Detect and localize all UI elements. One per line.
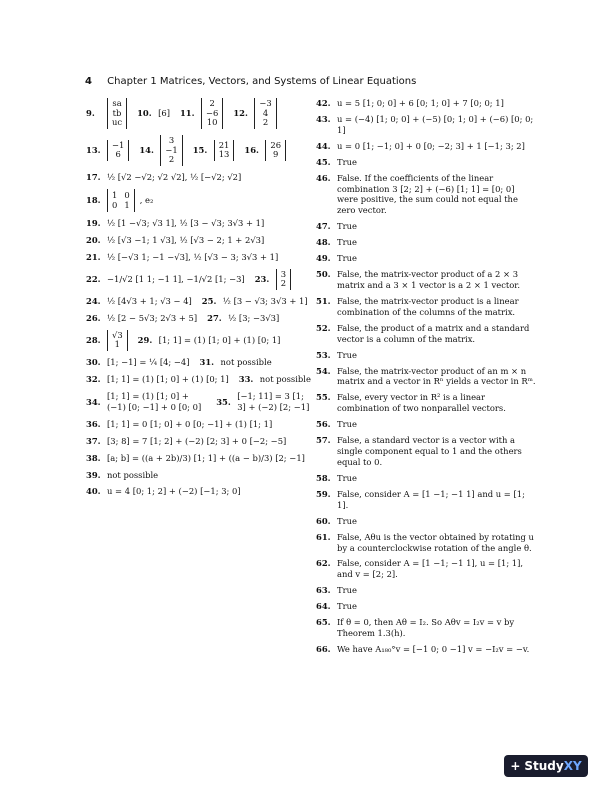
exercise-13	[86, 140, 129, 161]
exercise-57	[316, 435, 538, 468]
exercise-number: 53.	[316, 349, 331, 360]
exercise-45	[316, 157, 538, 168]
exercise-16	[244, 140, 286, 161]
exercise-number: 58.	[316, 472, 331, 483]
answer-line	[86, 189, 314, 212]
answer-text: ½ [√2 −√2; √2 √2], ½ [−√2; √2]	[107, 171, 242, 182]
vector-entry: 9	[273, 149, 279, 160]
column-vector	[254, 98, 276, 129]
answer-value: not possible	[259, 374, 311, 385]
vector-entry: 10	[206, 117, 218, 128]
exercise-30	[86, 357, 190, 368]
column-vector	[265, 140, 286, 161]
vector-entry: sa	[112, 98, 122, 108]
exercise-60	[316, 516, 538, 527]
exercise-number: 57.	[316, 435, 331, 446]
exercise-number: 32.	[86, 374, 101, 385]
column-vector	[160, 135, 182, 166]
exercise-26	[86, 313, 197, 324]
answer-text: ½ [1 −√3; √3 1], ½ [3 − √3; 3√3 + 1]	[107, 217, 265, 228]
exercise-23	[255, 269, 291, 290]
answer-text: ½ [4√3 + 1; √3 − 4]	[107, 295, 192, 306]
answer-text: False, Aθu is the vector obtained by rotating u by a counterclockwise rotation of the angle θ.	[337, 531, 534, 553]
exercise-number: 47.	[316, 221, 331, 232]
answer-text: [−1; 11] = 3 [1; 3] + (−2) [2; −1]	[237, 390, 310, 412]
vector-entry: 2	[262, 117, 269, 128]
answer-text: −1/√2 [1 1; −1 1], −1/√2 [1; −3]	[107, 273, 245, 284]
exercise-number: 10.	[137, 108, 152, 119]
exercise-number: 28.	[86, 335, 101, 346]
exercise-56	[316, 419, 538, 430]
exercise-14	[139, 135, 182, 166]
vector-entry: 4	[262, 107, 269, 118]
exercise-number: 59.	[316, 488, 331, 499]
exercise-66	[316, 644, 538, 655]
vector-entry: −6	[205, 107, 219, 118]
answer-line	[86, 330, 314, 351]
vector-entry: 3	[168, 134, 175, 145]
exercise-48	[316, 237, 538, 248]
exercise-number: 12.	[233, 108, 248, 119]
exercise-number: 40.	[86, 486, 101, 497]
column-vector	[201, 98, 223, 129]
exercise-number: 64.	[316, 601, 331, 612]
exercise-31	[200, 357, 272, 368]
answer-text: False, every vector in R² is a linear combination of two nonparallel vectors.	[337, 392, 506, 414]
exercise-number: 16.	[244, 145, 259, 156]
vector-entry: uc	[112, 117, 123, 128]
vector-entry: −1	[165, 144, 178, 155]
vector-entry: tb	[112, 107, 122, 118]
answer-text: False, consider A = [1 −1; −1 1] and u = [1; 1].	[337, 488, 525, 510]
exercise-28	[86, 330, 128, 351]
matrix-entry: 1	[112, 189, 118, 200]
exercise-number: 65.	[316, 617, 331, 628]
exercise-number: 45.	[316, 156, 331, 167]
answer-text: u = (−4) [1; 0; 0] + (−5) [0; 1; 0] + (−6) [0; 0; 1]	[337, 113, 534, 135]
exercise-53	[316, 350, 538, 361]
answer-line	[86, 235, 314, 246]
answer-text: True	[337, 237, 357, 248]
exercise-55	[316, 392, 538, 414]
matrix-entry: 0	[124, 189, 130, 200]
exercise-number: 33.	[238, 374, 254, 385]
answer-text: If θ = 0, then Aθ = I₂. So Aθv = I₂v = v by Theorem 1.3(h).	[337, 617, 515, 639]
answer-text: True	[337, 585, 357, 596]
exercise-52	[316, 323, 538, 345]
exercise-59	[316, 489, 538, 511]
exercise-number: 48.	[316, 237, 331, 248]
exercise-number: 44.	[316, 140, 331, 151]
matrix-entry: 1	[124, 200, 130, 211]
exercise-63	[316, 585, 538, 596]
exercise-32	[86, 374, 229, 385]
exercise-number: 19.	[86, 218, 101, 229]
vector-entry: 3	[280, 268, 287, 279]
exercise-51	[316, 296, 538, 318]
answer-line	[86, 98, 314, 129]
exercise-number: 27.	[207, 313, 222, 324]
answer-text: [1; 1] = (1) [1; 0] + (1) [0; 1]	[158, 334, 281, 345]
exercise-number: 26.	[86, 313, 101, 324]
exercise-35	[216, 391, 314, 413]
exercise-number: 31.	[199, 357, 215, 368]
logo-text: StudyXY	[524, 759, 582, 773]
answer-line	[86, 357, 314, 368]
answer-line	[86, 374, 314, 385]
exercise-number: 63.	[316, 585, 331, 596]
answer-text: True	[337, 349, 357, 360]
answer-text: ½ [2 − 5√3; 2√3 + 5]	[107, 312, 198, 323]
answer-text: ½ [√3 −1; 1 √3], ½ [√3 − 2; 1 + 2√3]	[107, 234, 265, 245]
page-header	[85, 76, 416, 87]
exercise-22	[86, 274, 245, 285]
answer-text: [1; 1] = (1) [1; 0] + (1) [0; 1]	[107, 374, 229, 385]
exercise-40	[86, 486, 241, 497]
exercise-number: 18.	[86, 195, 101, 206]
answer-text: [1; −1] = ¼ [4; −4]	[107, 357, 190, 368]
column-vector	[107, 330, 128, 351]
exercise-number: 66.	[316, 643, 331, 654]
answer-text: ½ [−√3 1; −1 −√3], ½ [√3 − 3; 3√3 + 1]	[107, 251, 279, 262]
exercise-number: 55.	[316, 392, 331, 403]
answer-text: True	[337, 515, 357, 526]
answer-text: [3; 8] = 7 [1; 2] + (−2) [2; 3] + 0 [−2; −5]	[107, 435, 287, 446]
exercise-number: 35.	[216, 396, 231, 407]
answer-text: False, the matrix-vector product of a 2 × 3 matrix and a 3 × 1 vector is a 2 × 1 vector.	[337, 269, 521, 290]
column-vector	[214, 140, 235, 161]
answer-text: [a; b] = ((a + 2b)/3) [1; 1] + ((a − b)/3) [2; −1]	[107, 452, 305, 463]
exercise-number: 13.	[86, 145, 101, 156]
answer-text: True	[337, 221, 357, 232]
exercise-64	[316, 601, 538, 612]
exercise-62	[316, 558, 538, 580]
exercise-9	[86, 98, 127, 129]
exercise-number: 36.	[86, 418, 101, 429]
exercise-number: 29.	[137, 335, 153, 346]
answer-tail: , e₂	[139, 195, 154, 206]
answer-text: True	[337, 253, 357, 264]
answer-text: True	[337, 419, 357, 430]
answer-line	[86, 470, 314, 481]
answer-line	[86, 313, 314, 324]
exercise-number: 46.	[316, 172, 331, 183]
answer-text: False, the matrix-vector product is a linear combination of the columns of the matrix.	[337, 295, 519, 317]
exercise-12	[233, 98, 276, 129]
exercise-number: 54.	[316, 365, 331, 376]
exercise-number: 42.	[316, 98, 331, 108]
column-vector	[107, 98, 127, 129]
answer-text: True	[337, 472, 357, 483]
exercise-number: 61.	[316, 531, 331, 542]
column-vector	[107, 140, 129, 161]
exercise-number: 15.	[192, 145, 208, 156]
exercise-number: 56.	[316, 419, 331, 430]
answer-line	[86, 269, 314, 290]
exercise-number: 34.	[86, 396, 101, 407]
exercise-27	[207, 313, 279, 324]
chapter-title: Chapter 1 Matrices, Vectors, and Systems of Linear Equations	[107, 76, 417, 87]
exercise-number: 17.	[86, 172, 101, 183]
exercise-42	[316, 98, 538, 109]
exercise-21	[86, 252, 278, 263]
exercise-29	[138, 335, 281, 346]
exercise-34	[86, 391, 206, 413]
exercise-15	[193, 140, 235, 161]
exercise-44	[316, 141, 538, 152]
vector-entry: √3	[112, 329, 123, 340]
exercise-number: 62.	[316, 558, 331, 569]
answer-text: ½ [3; −3√3]	[228, 312, 280, 323]
exercise-number: 50.	[316, 269, 331, 280]
answer-value: not possible	[107, 469, 159, 480]
exercise-number: 60.	[316, 515, 331, 526]
answer-line	[86, 135, 314, 166]
matrix	[107, 189, 135, 212]
answer-line	[86, 252, 314, 263]
matrix-entry: 0	[112, 200, 118, 211]
right-column	[316, 98, 538, 660]
exercise-33	[239, 374, 311, 385]
exercise-24	[86, 296, 192, 307]
left-column	[86, 98, 314, 503]
answer-text: False, the product of a matrix and a standard vector is a column of the matrix.	[337, 322, 530, 344]
answer-line	[86, 218, 314, 229]
exercise-46	[316, 173, 538, 217]
studyxy-logo	[504, 755, 588, 777]
answer-line	[86, 453, 314, 464]
answer-text: True	[337, 601, 357, 612]
answer-text: False, the matrix-vector product of an m × n matrix and a vector in Rⁿ yields a vector in Rᵐ.	[337, 365, 536, 387]
answer-line	[86, 436, 314, 447]
exercise-number: 21.	[86, 251, 101, 262]
exercise-number: 37.	[86, 435, 101, 446]
exercise-18	[86, 189, 153, 212]
exercise-number: 9.	[86, 108, 95, 119]
exercise-50	[316, 269, 538, 291]
exercise-number: 39.	[86, 469, 101, 480]
exercise-43	[316, 114, 538, 136]
vector-entry: 2	[168, 154, 175, 165]
exercise-19	[86, 218, 264, 229]
answer-text: u = 5 [1; 0; 0] + 6 [0; 1; 0] + 7 [0; 0; 1]	[337, 98, 504, 108]
answer-value: not possible	[220, 357, 272, 368]
exercise-number: 30.	[86, 357, 101, 368]
vector-entry: 6	[115, 149, 121, 160]
vector-entry: 2	[209, 98, 215, 108]
exercise-number: 49.	[316, 253, 331, 264]
exercise-10	[137, 108, 170, 119]
answer-text: False, consider A = [1 −1; −1 1], u = [1; 1], and v = [2; 2].	[337, 558, 524, 580]
exercise-61	[316, 532, 538, 554]
answer-text: u = 0 [1; −1; 0] + 0 [0; −2; 3] + 1 [−1; 3; 2]	[337, 140, 525, 151]
answer-text: True	[337, 156, 357, 167]
vector-entry: 1	[114, 339, 120, 350]
answer-text: [1; 1] = 0 [1; 0] + 0 [0; −1] + (1) [1; 1]	[107, 418, 273, 429]
exercise-number: 22.	[86, 274, 101, 285]
exercise-number: 38.	[86, 452, 101, 463]
answer-text: u = 4 [0; 1; 2] + (−2) [−1; 3; 0]	[107, 486, 241, 497]
exercise-number: 20.	[86, 234, 101, 245]
vector-entry: 26	[270, 139, 282, 150]
plus-icon: +	[510, 759, 521, 773]
vector-entry: 13	[218, 149, 230, 160]
exercise-17	[86, 172, 241, 183]
answer-text: ½ [3 − √3; 3√3 + 1]	[222, 295, 308, 306]
answer-text: [1; 1] = (1) [1; 0] + (−1) [0; −1] + 0 [0; 0]	[107, 390, 202, 412]
exercise-number: 25.	[201, 296, 217, 307]
answer-text: False, a standard vector is a vector with a single component equal to 1 and the others equal to 0.	[337, 435, 522, 467]
answer-text: False. If the coefficients of the linear combination 3 [2; 2] + (−6) [1; 1] = [0; 0] were positive, the sum could not equal the zero vector.	[337, 172, 518, 216]
exercise-49	[316, 253, 538, 264]
vector-entry: −1	[112, 139, 125, 150]
vector-entry: −3	[259, 98, 272, 108]
answer-line	[86, 391, 314, 413]
exercise-20	[86, 235, 264, 246]
exercise-number: 14.	[139, 145, 154, 156]
exercise-number: 23.	[254, 274, 270, 285]
answer-value: [6]	[158, 108, 170, 119]
exercise-54	[316, 366, 538, 388]
exercise-39	[86, 470, 158, 481]
exercise-38	[86, 453, 305, 464]
answer-line	[86, 172, 314, 183]
answer-line	[86, 296, 314, 307]
exercise-25	[202, 296, 308, 307]
page-number: 4	[85, 76, 92, 87]
exercise-65	[316, 617, 538, 639]
vector-entry: 2	[280, 278, 287, 289]
exercise-11	[180, 98, 223, 129]
exercise-number: 51.	[316, 295, 331, 306]
exercise-58	[316, 473, 538, 484]
exercise-number: 43.	[316, 113, 331, 124]
answer-line	[86, 486, 314, 497]
exercise-number: 11.	[179, 108, 195, 119]
answer-text: We have A₁₈₀°v = [−1 0; 0 −1] v = −I₂v = −v.	[337, 643, 530, 654]
exercise-37	[86, 436, 286, 447]
answer-line	[86, 419, 314, 430]
exercise-47	[316, 221, 538, 232]
exercise-36	[86, 419, 272, 430]
vector-entry: 21	[218, 139, 230, 150]
exercise-number: 52.	[316, 322, 331, 333]
exercise-number: 24.	[86, 296, 101, 307]
column-vector	[276, 269, 291, 290]
